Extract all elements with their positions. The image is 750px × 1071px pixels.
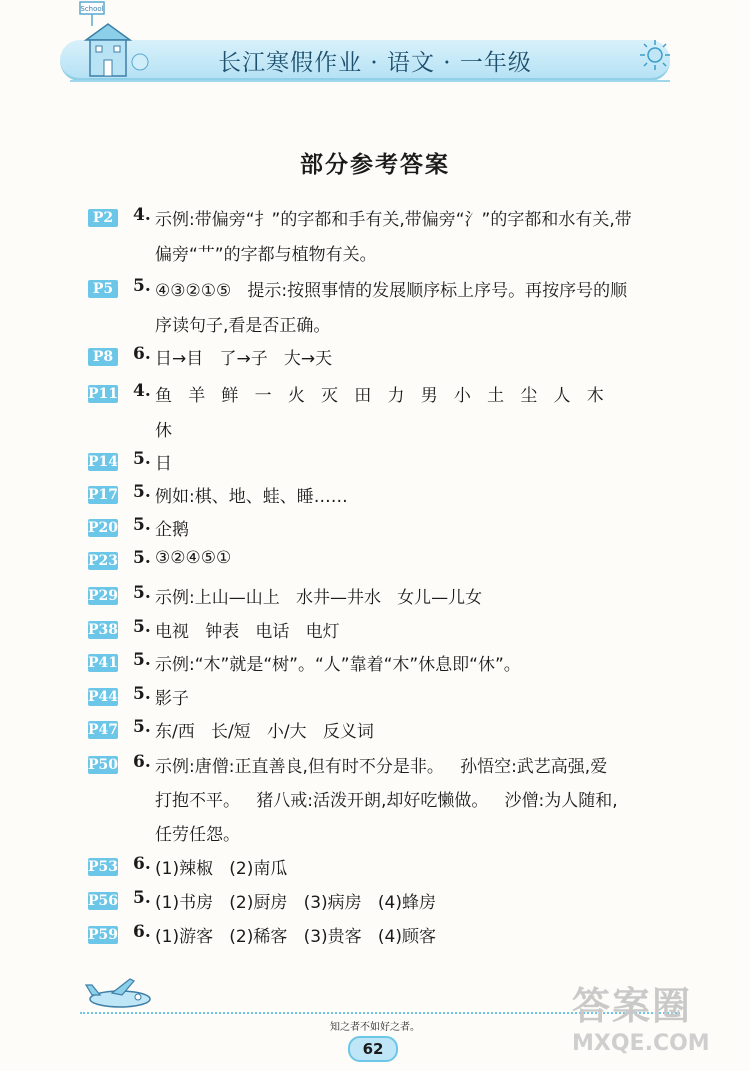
page-number: 62 [348, 1036, 398, 1062]
answer-line: 示例:带偏旁“扌”的字都和手有关,带偏旁“氵”的字都和水有关,带 [155, 210, 632, 230]
question-number: 5. [133, 717, 151, 737]
answer-line: (1)游客 (2)稀客 (3)贵客 (4)顾客 [155, 927, 436, 947]
question-number: 6. [133, 752, 151, 772]
question-number: 5. [133, 888, 151, 908]
answer-line: 日→目 了→子 大→天 [155, 349, 333, 369]
page-badge: P56 [88, 893, 119, 909]
question-number: 5. [133, 617, 151, 637]
watermark-title: 答案圈 [572, 984, 693, 1028]
question-number: 6. [133, 922, 151, 942]
school-sign: School [80, 5, 104, 13]
question-number: 4. [133, 205, 151, 225]
watermark-url: MXQE.COM [572, 1031, 710, 1056]
answer-line: 休 [155, 421, 172, 441]
question-number: 5. [133, 548, 151, 568]
question-number: 5. [133, 482, 151, 502]
page-badge: P5 [88, 280, 118, 298]
answer-line: 电视 钟表 电话 电灯 [155, 622, 340, 642]
page-badge: P41 [88, 655, 119, 671]
answer-line: 任劳任怨。 [155, 825, 240, 845]
answer-line: 例如:棋、地、蛙、睡…… [155, 487, 348, 507]
page-badge: P17 [88, 487, 119, 503]
question-number: 5. [133, 515, 151, 535]
answer-line: 示例:“木”就是“树”。“人”靠着“木”休息即“休”。 [155, 655, 521, 675]
page-badge: P11 [88, 386, 119, 402]
page-badge: P38 [88, 622, 119, 638]
question-number: 5. [133, 650, 151, 670]
answer-line: 企鹅 [155, 520, 189, 540]
page-badge: P20 [88, 520, 119, 536]
sun-icon [638, 38, 672, 72]
answer-line: (1)辣椒 (2)南瓜 [155, 859, 288, 879]
page-badge: P50 [88, 757, 119, 773]
page-badge: P14 [88, 454, 119, 470]
answer-line: 序读句子,看是否正确。 [155, 316, 331, 336]
answer-line: 偏旁“艹”的字都与植物有关。 [155, 245, 377, 265]
question-number: 5. [133, 449, 151, 469]
question-number: 6. [133, 344, 151, 364]
answer-line: 鱼 羊 鲜 一 火 灭 田 力 男 小 土 尘 人 木 [155, 386, 604, 406]
page-badge: P23 [88, 553, 119, 569]
question-number: 4. [133, 381, 151, 401]
header-title: 长江寒假作业 · 语文 · 一年级 [218, 50, 532, 76]
answer-line: 打抱不平。 猪八戒:活泼开朗,却好吃懒做。 沙僧:为人随和, [155, 791, 618, 811]
answer-line: 影子 [155, 689, 189, 709]
watermark [572, 975, 742, 1065]
header-divider [70, 80, 670, 82]
question-number: 6. [133, 854, 151, 874]
footer-motto: 知之者不如好之者。 [330, 1022, 420, 1033]
page-badge: P8 [88, 348, 118, 366]
answer-line: (1)书房 (2)厨房 (3)病房 (4)蜂房 [155, 893, 436, 913]
question-number: 5. [133, 684, 151, 704]
page-title: 部分参考答案 [300, 152, 450, 178]
page-header [0, 0, 750, 100]
answer-line: 示例:上山—山上 水井—井水 女儿—儿女 [155, 588, 483, 608]
question-number: 5. [133, 276, 151, 296]
answer-line: ③②④⑤① [155, 548, 232, 568]
page-badge: P2 [88, 209, 118, 227]
answer-line: 日 [155, 454, 172, 474]
page-badge: P47 [88, 722, 119, 738]
airplane-icon [82, 975, 162, 1015]
page-badge: P29 [88, 588, 119, 604]
answer-line: 东/西 长/短 小/大 反义词 [155, 722, 374, 742]
answer-line: ④③②①⑤ 提示:按照事情的发展顺序标上序号。再按序号的顺 [155, 281, 628, 301]
page-badge: P59 [88, 927, 119, 943]
question-number: 5. [133, 583, 151, 603]
page-badge: P44 [88, 689, 119, 705]
page-badge: P53 [88, 859, 119, 875]
answer-line: 示例:唐僧:正直善良,但有时不分是非。 孙悟空:武艺高强,爱 [155, 757, 608, 777]
